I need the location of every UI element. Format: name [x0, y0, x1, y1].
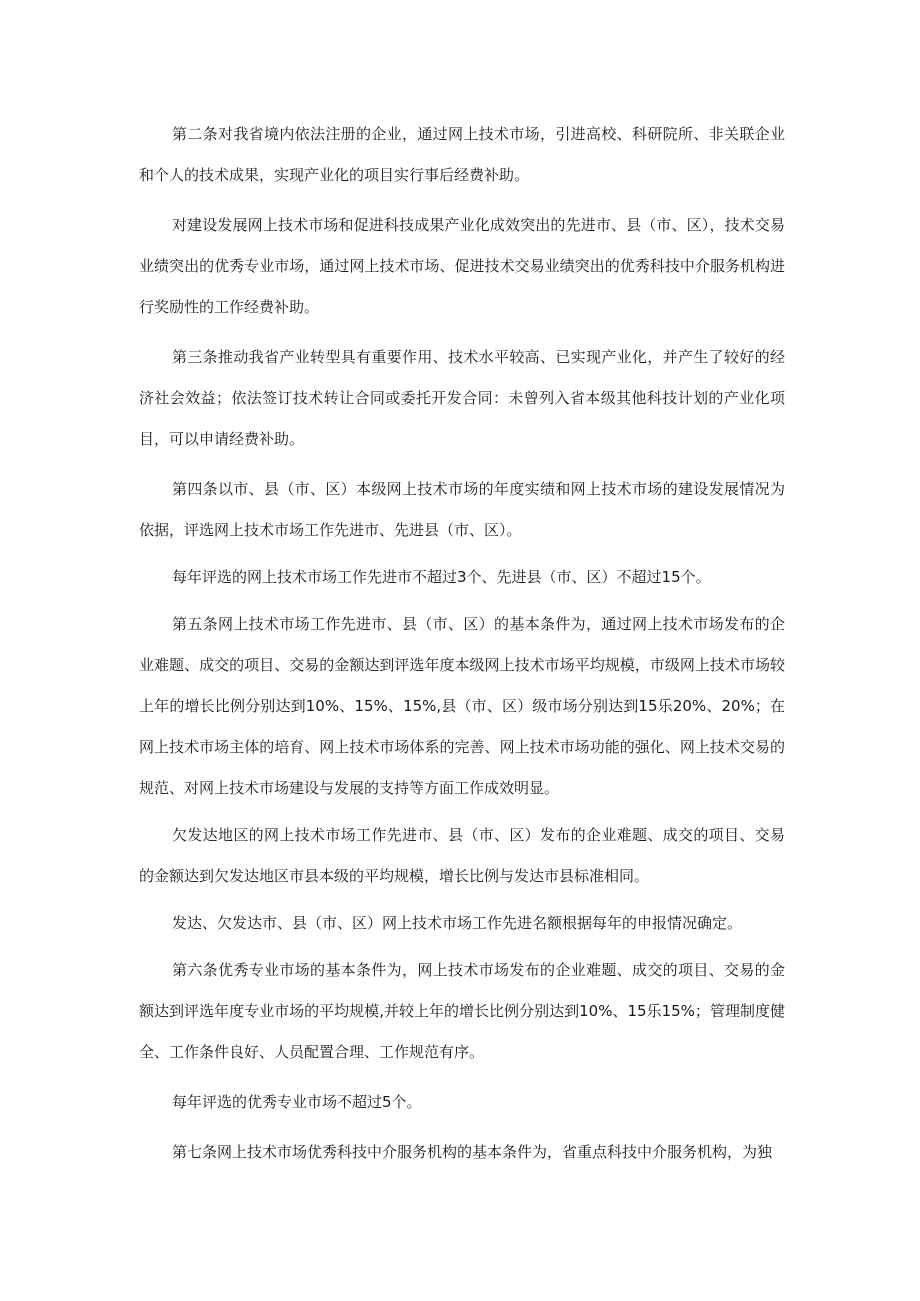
paragraph-article-7: 第七条网上技术市场优秀科技中介服务机构的基本条件为，省重点科技中介服务机构，为独: [172, 1143, 773, 1161]
document-body: [139, 114, 785, 1173]
paragraph-article-4: 第四条以市、县（市、区）本级网上技术市场的年度实绩和网上技术市场的建设发展情况为依据，评选网上技术市场工作先进市、先进县（市、区）。: [139, 480, 785, 539]
paragraph-article-2: 第二条对我省境内依法注册的企业，通过网上技术市场，引进高校、科研院所、非关联企业和个人的技术成果，实现产业化的项目实行事后经费补助。: [139, 125, 785, 184]
paragraph-article-5-quota: 发达、欠发达市、县（市、区）网上技术市场工作先进名额根据每年的申报情况确定。: [172, 914, 743, 932]
paragraph-article-4-quota: 每年评选的网上技术市场工作先进市不超过3个、先进县（市、区）不超过15个。: [172, 568, 711, 586]
paragraph-article-5-underdeveloped: 欠发达地区的网上技术市场工作先进市、县（市、区）发布的企业难题、成交的项目、交易的金额达到欠发达地区市县本级的平均规模，增长比例与发达市县标准相同。: [139, 826, 785, 885]
paragraph-article-6: 第六条优秀专业市场的基本条件为，网上技术市场发布的企业难题、成交的项目、交易的金额达到评选年度专业市场的平均规模,并较上年的增长比例分别达到10%、15乐15%；管理制度健全、工作条件良好、人员配置合理、工作规范有序。: [139, 961, 785, 1061]
paragraph-article-5: 第五条网上技术市场工作先进市、县（市、区）的基本条件为，通过网上技术市场发布的企业难题、成交的项目、交易的金额达到评选年度本级网上技术市场平均规模，市级网上技术市场较上年的增长比例分别达到10%、15%、15%,县（市、区）级市场分别达到15乐20%、20%；在网上技术市场主体的培育、网上技术市场体系的完善、网上技术市场功能的强化、网上技术交易的规范、对网上技术市场建设与发展的支持等方面工作成效明显。: [139, 615, 785, 797]
paragraph-article-2-reward: 对建设发展网上技术市场和促进科技成果产业化成效突出的先进市、县（市、区），技术交易业绩突出的优秀专业市场，通过网上技术市场、促进技术交易业绩突出的优秀科技中介服务机构进行奖励性的工作经费补助。: [139, 216, 785, 316]
paragraph-article-6-quota: 每年评选的优秀专业市场不超过5个。: [172, 1093, 422, 1111]
paragraph-article-3: 第三条推动我省产业转型具有重要作用、技术水平较高、已实现产业化，并产生了较好的经济社会效益；依法签订技术转让合同或委托开发合同：未曾列入省本级其他科技计划的产业化项目，可以申请经费补助。: [139, 348, 785, 448]
